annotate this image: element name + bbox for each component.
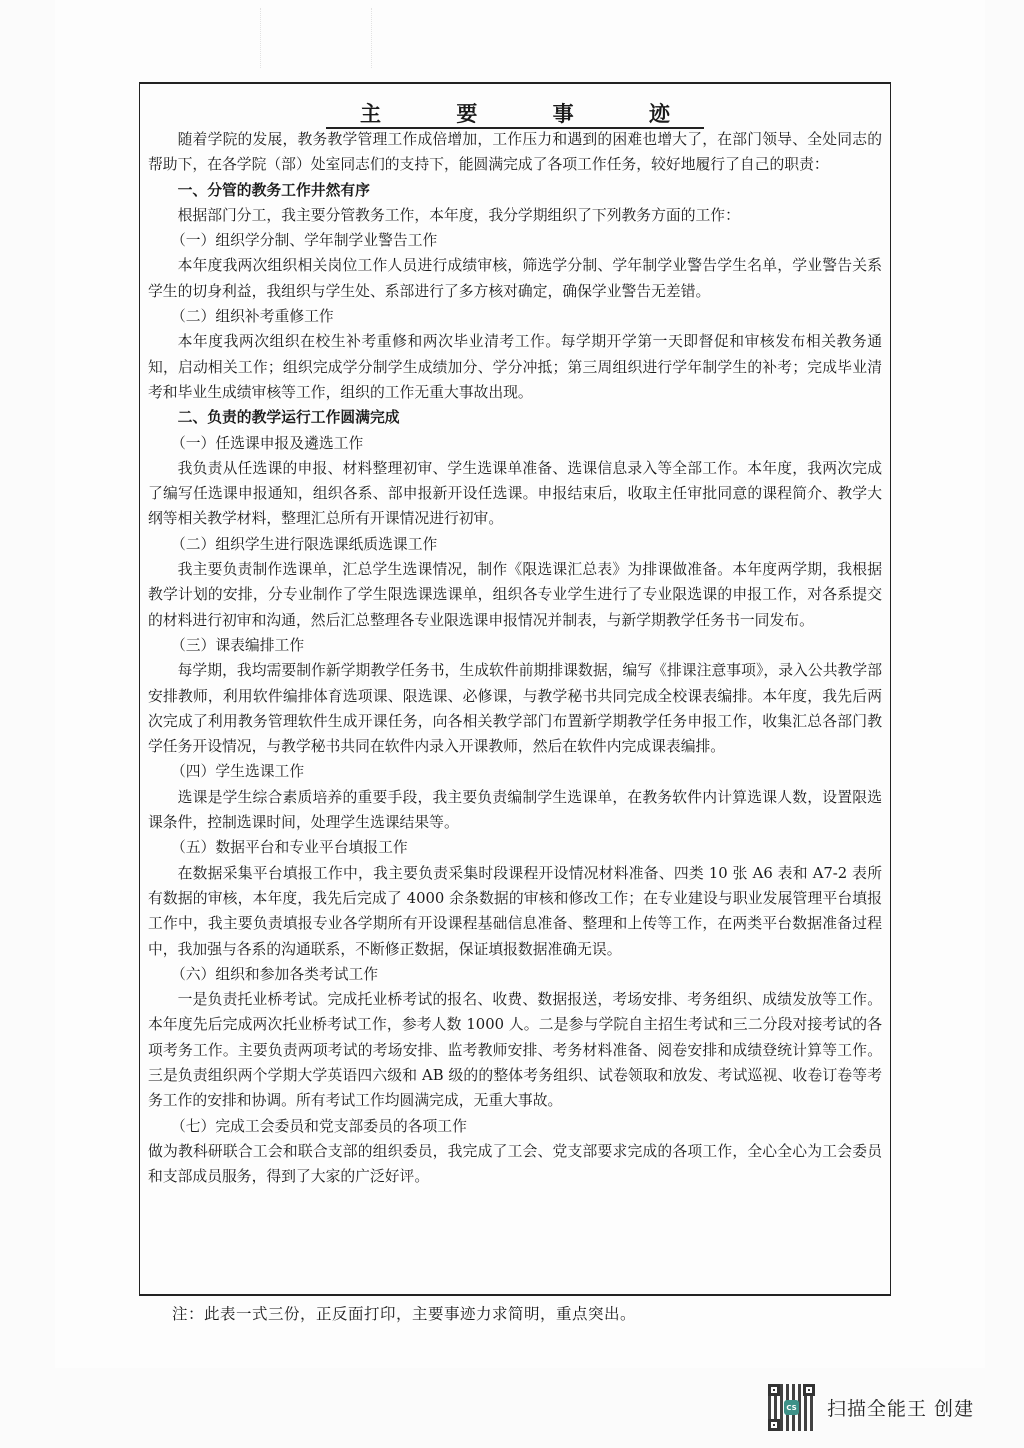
item-text: 做为教科研联合工会和联合支部的组织委员，我完成了工会、党支部要求完成的各项工作，全心全心为工会委员和支部成员服务，得到了大家的广泛好评。	[148, 1142, 882, 1186]
camscanner-logo-icon: CS	[784, 1400, 799, 1415]
item-text: 选课是学生综合素质培养的重要手段，我主要负责编制学生选课单，在教务软件内计算选课人数，设置限选课条件，控制选课时间，处理学生选课结果等。	[148, 788, 882, 832]
item-text: 本年度我两次组织在校生补考重修和两次毕业清考工作。每学期开学第一天即督促和审核发布相关教务通知，启动相关工作；组织完成学分制学生成绩加分、学分冲抵；第三周组织进行学年制学生的补考；完成毕业清考和毕业生成绩审核等工作，组织的工作无重大事故出现。	[148, 333, 882, 401]
intro-paragraph: 随着学院的发展，教务教学管理工作成倍增加，工作压力和遇到的困难也增大了，在部门领导、全处同志的帮助下，在各学院（部）处室同志们的支持下，能圆满完成了各项工作任务，较好地履行了自己的职责：	[148, 131, 882, 174]
item-text: 我负责从任选课的申报、材料整理初审、学生选课单准备、选课信息录入等全部工作。本年度，我两次完成了编写任选课申报通知，组织各系、部申报新开设任选课。申报结束后，收取主任审批同意的课程简介、教学大纲等相关教学材料，整理汇总所有开课情况进行初审。	[148, 459, 882, 528]
item-heading: （二）组织学生进行限选课纸质选课工作	[170, 535, 438, 553]
section-heading: 一、分管的教务工作井然有序	[177, 181, 370, 199]
section-heading: 二、负责的教学运行工作圆满完成	[177, 409, 400, 427]
item-heading: （二）组织补考重修工作	[170, 308, 334, 326]
bleed-through-marks	[260, 8, 372, 68]
page-title: 主 要 事 迹	[140, 98, 890, 128]
item-heading: （三）课表编排工作	[170, 636, 305, 654]
item-text: 本年度我两次组织相关岗位工作人员进行成绩审核，筛选学分制、学年制学业警告学生名单，学业警告关系学生的切身利益，我组织与学生处、系部进行了多方核对确定，确保学业警告无差错。	[148, 257, 882, 300]
item-heading: （七）完成工会委员和党支部委员的各项工作	[170, 1117, 467, 1135]
item-text: 一是负责托业桥考试。完成托业桥考试的报名、收费、数据报送，考场安排、考务组织、成绩发放等工作。本年度先后完成两次托业桥考试工作，参考人数 1000 人。二是参与学院自主招生考试和三二分段对接考试的各项考务工作。主要负责两项考试的考场安排、监考教师安排、考务材料准备、阅卷安排和成绩登统计算等工作。三是负责组织两个学期大学英语四六级和 AB 级的的整体考务组织、试卷领取和放发、考试巡视、收卷订卷等考务工作的安排和协调。所有考试工作均圆满完成，无重大事故。	[148, 991, 882, 1110]
item-heading: （五）数据平台和专业平台填报工作	[170, 839, 408, 857]
deeds-content	[148, 127, 882, 1189]
section-lead: 根据部门分工，我主要分管教务工作，本年度，我分学期组织了下列教务方面的工作：	[177, 206, 740, 224]
item-heading: （四）学生选课工作	[170, 763, 305, 781]
item-text: 我主要负责制作选课单，汇总学生选课情况，制作《限选课汇总表》为排课做准备。本年度两学期，我根据教学计划的安排，分专业制作了学生限选课选课单，组织各专业学生进行了专业限选课的申报工作，对各系提交的材料进行初审和沟通，然后汇总整理各专业限选课申报情况并制表，与新学期教学任务书一同发布。	[148, 561, 882, 629]
item-text: 在数据采集平台填报工作中，我主要负责采集时段课程开设情况材料准备、四类 10 张 A6 表和 A7-2 表所有数据的审核，本年度，我先后完成了 4000 余条数据的审核和修改工作；在专业建设与职业发展管理平台填报工作中，我主要负责填报专业各学期所有开设课程基础信息准备、整理和上传等工作，在两类平台数据准备过程中，我加强与各系的沟通联系，不断修正数据，保证填报数据准确无误。	[148, 864, 882, 958]
footnote: 注：此表一式三份，正反面打印，主要事迹力求简明，重点突出。	[172, 1305, 637, 1323]
main-deeds-box	[139, 82, 891, 1296]
item-heading: （一）任选课申报及遴选工作	[170, 434, 364, 452]
watermark-label: 扫描全能王 创建	[827, 1398, 975, 1420]
item-heading: （六）组织和参加各类考试工作	[170, 965, 379, 983]
item-text: 每学期，我均需要制作新学期教学任务书，生成软件前期排课数据，编写《排课注意事项》，录入公共教学部安排教师，利用软件编排体育选项课、限选课、必修课，与教学秘书共同完成全校课表编排。本年度，我先后两次完成了利用教务管理软件生成开课任务，向各相关教学部门布置新学期教学任务申报工作，收集汇总各部门教学任务开设情况，与教学秘书共同在软件内录入开课教师，然后在软件内完成课表编排。	[148, 662, 882, 756]
item-heading: （一）组织学分制、学年制学业警告工作	[170, 232, 438, 250]
qr-code-icon	[768, 1384, 815, 1431]
camscanner-watermark	[768, 1384, 974, 1431]
